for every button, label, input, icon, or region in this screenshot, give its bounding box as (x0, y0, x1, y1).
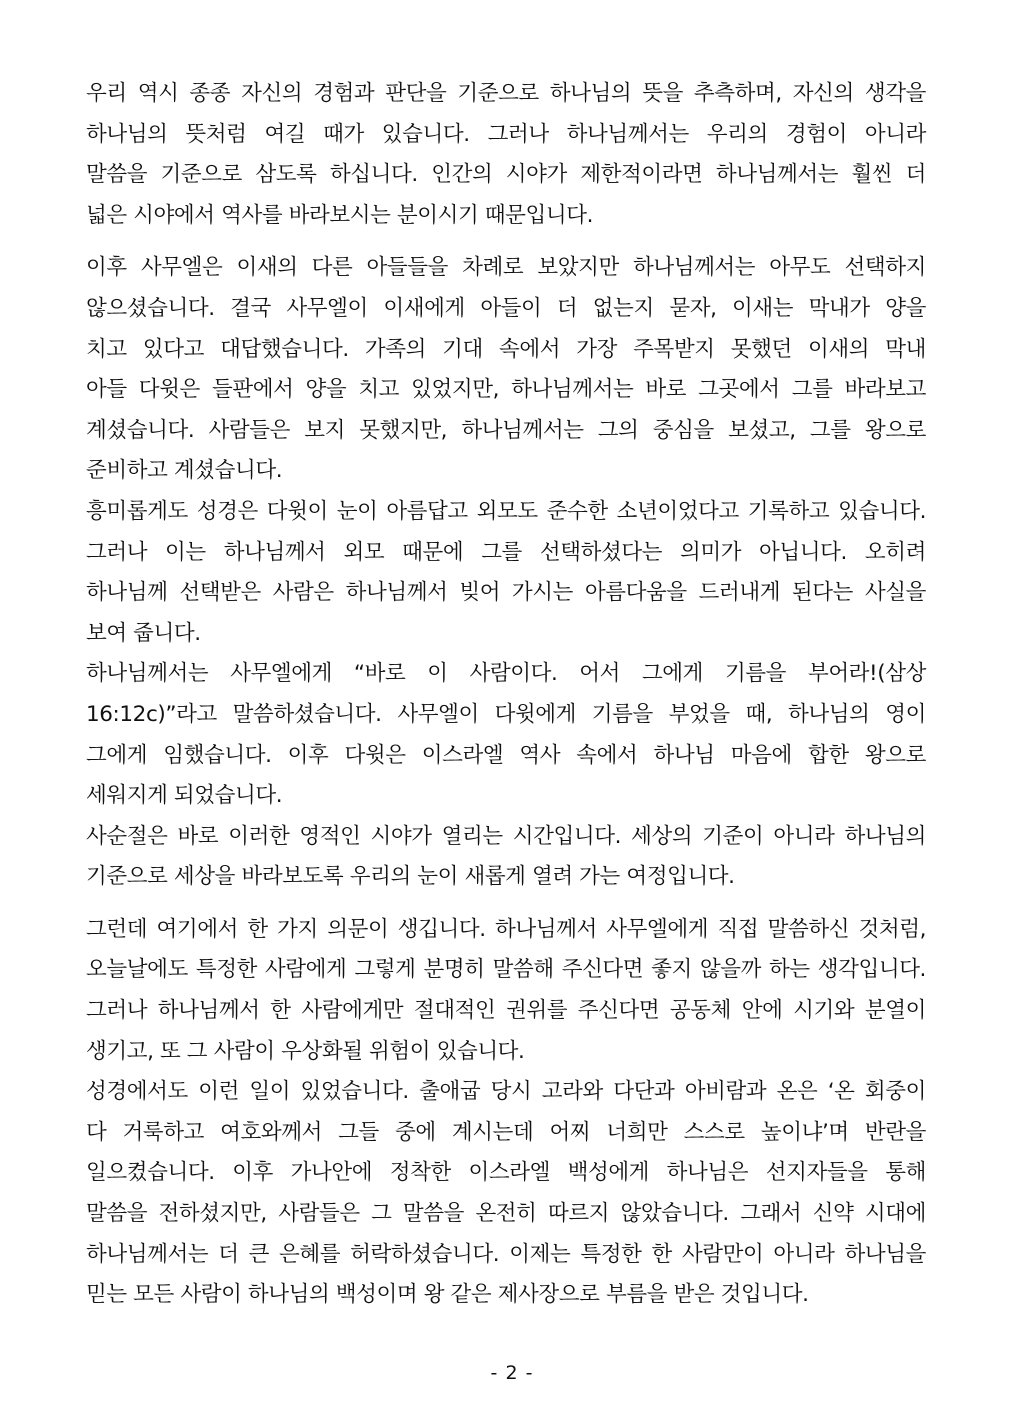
text-line: 흥미롭게도 성경은 다윗이 눈이 아름답고 외모도 준수한 소년이었다고 기록하고 있습니다. (86, 498, 926, 524)
text-line: 보여 줍니다. (86, 620, 201, 646)
text-line: 믿는 모든 사람이 하나님의 백성이며 왕 같은 제사장으로 부름을 받은 것입니다. (86, 1282, 809, 1308)
text-line: 오늘날에도 특정한 사람에게 그렇게 분명히 말씀해 주신다면 좋지 않을까 하는 생각입니다. (86, 957, 926, 983)
text-line: 그러나 이는 하나님께서 외모 때문에 그를 선택하셨다는 의미가 아닙니다. 오히려 (86, 539, 926, 565)
paragraph (86, 817, 926, 898)
body-text (86, 74, 926, 1316)
paragraph (86, 248, 926, 492)
text-line: 않으셨습니다. 결국 사무엘이 이새에게 아들이 더 없는지 묻자, 이새는 막내가 양을 (86, 295, 926, 321)
text-line: 사순절은 바로 이러한 영적인 시야가 열리는 시간입니다. 세상의 기준이 아니라 하나님의 (86, 823, 926, 849)
text-line: 하나님께 선택받은 사람은 하나님께서 빚어 가시는 아름다움을 드러내게 된다는 사실을 (86, 580, 926, 606)
text-line: 치고 있다고 대답했습니다. 가족의 기대 속에서 가장 주목받지 못했던 이새의 막내 (86, 336, 926, 362)
text-line: 아들 다윗은 들판에서 양을 치고 있었지만, 하나님께서는 바로 그곳에서 그를 바라보고 (86, 377, 926, 403)
text-line: 계셨습니다. 사람들은 보지 못했지만, 하나님께서는 그의 중심을 보셨고, 그를 왕으로 (86, 417, 926, 443)
paragraph (86, 910, 926, 1072)
paragraph (86, 1072, 926, 1316)
text-line: 그런데 여기에서 한 가지 의문이 생깁니다. 하나님께서 사무엘에게 직접 말씀하신 것처럼, (86, 916, 926, 942)
text-line: 성경에서도 이런 일이 있었습니다. 출애굽 당시 고라와 다단과 아비람과 온은 ‘온 회중이 (86, 1079, 926, 1105)
text-line: 일으켰습니다. 이후 가나안에 정착한 이스라엘 백성에게 하나님은 선지자들을 통해 (86, 1160, 926, 1186)
text-line: 세워지게 되었습니다. (86, 783, 283, 809)
page-number: - 2 - (490, 1362, 534, 1384)
text-line: 다 거룩하고 여호와께서 그들 중에 계시는데 어찌 너희만 스스로 높이냐’며 반란을 (86, 1119, 926, 1145)
text-line: 넓은 시야에서 역사를 바라보시는 분이시기 때문입니다. (86, 202, 594, 228)
text-line: 생기고, 또 그 사람이 우상화될 위험이 있습니다. (86, 1038, 525, 1064)
text-line: 하나님께서는 사무엘에게 “바로 이 사람이다. 어서 그에게 기름을 부어라!(삼상 (86, 661, 926, 687)
text-line: 그에게 임했습니다. 이후 다윗은 이스라엘 역사 속에서 하나님 마음에 합한 왕으로 (86, 742, 926, 768)
text-line: 기준으로 세상을 바라보도록 우리의 눈이 새롭게 열려 가는 여정입니다. (86, 864, 735, 890)
text-line: 이후 사무엘은 이새의 다른 아들들을 차례로 보았지만 하나님께서는 아무도 선택하지 (86, 255, 926, 281)
paragraph (86, 654, 926, 816)
text-line: 말씀을 기준으로 삼도록 하십니다. 인간의 시야가 제한적이라면 하나님께서는 훨씬 더 (86, 162, 926, 188)
text-line: 하나님의 뜻처럼 여길 때가 있습니다. 그러나 하나님께서는 우리의 경험이 아니라 (86, 121, 926, 147)
text-line: 말씀을 전하셨지만, 사람들은 그 말씀을 온전히 따르지 않았습니다. 그래서 신약 시대에 (86, 1201, 926, 1227)
text-line: 준비하고 계셨습니다. (86, 458, 283, 484)
paragraph (86, 492, 926, 654)
paragraph (86, 74, 926, 236)
text-line: 우리 역시 종종 자신의 경험과 판단을 기준으로 하나님의 뜻을 추측하며, 자신의 생각을 (86, 81, 926, 106)
text-line: 그러나 하나님께서 한 사람에게만 절대적인 권위를 주신다면 공동체 안에 시기와 분열이 (86, 998, 926, 1024)
text-line: 16:12c)”라고 말씀하셨습니다. 사무엘이 다윗에게 기름을 부었을 때, 하나님의 영이 (86, 701, 926, 727)
text-line: 하나님께서는 더 큰 은혜를 허락하셨습니다. 이제는 특정한 한 사람만이 아니라 하나님을 (86, 1241, 926, 1267)
